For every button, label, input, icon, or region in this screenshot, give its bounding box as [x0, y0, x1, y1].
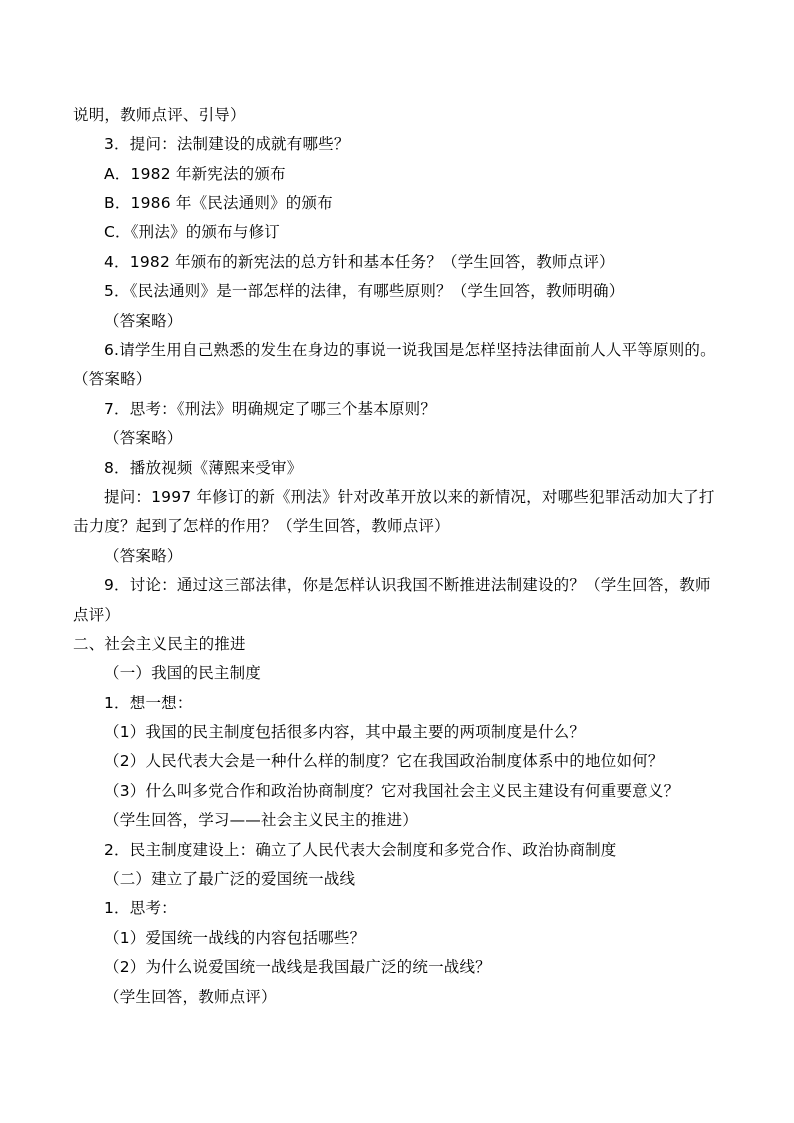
text-line: （3）什么叫多党合作和政治协商制度？它对我国社会主义民主建设有何重要意义？: [104, 782, 680, 800]
text-line: B．1986 年《民法通则》的颁布: [104, 194, 333, 212]
section-heading: 二、社会主义民主的推进: [73, 635, 246, 653]
text-line: （学生回答，学习——社会主义民主的推进）: [104, 811, 419, 829]
text-line: （1）爱国统一战线的内容包括哪些？: [104, 929, 366, 947]
text-line: 1．思考：: [104, 899, 177, 917]
text-line: （答案略）: [104, 429, 183, 447]
text-line: 说明，教师点评、引导）: [73, 106, 246, 124]
text-line: 1．想一想：: [104, 694, 193, 712]
text-line: 9．讨论：通过这三部法律，你是怎样认识我国不断推进法制建设的？（学生回答，教师: [104, 576, 711, 594]
text-line: 4．1982 年颁布的新宪法的总方针和基本任务？（学生回答，教师点评）: [104, 253, 615, 271]
text-line: 2．民主制度建设上：确立了人民代表大会制度和多党合作、政治协商制度: [104, 841, 617, 859]
text-line: 7．思考：《刑法》明确规定了哪三个基本原则？: [104, 400, 437, 418]
text-line: （2）人民代表大会是一种什么样的制度？它在我国政治制度体系中的地位如何？: [104, 752, 664, 770]
text-line: 6.请学生用自己熟悉的发生在身边的事说一说我国是怎样坚持法律面前人人平等原则的。: [104, 341, 716, 359]
text-line: C．《刑法》的颁布与修订: [104, 223, 280, 241]
subsection-heading: （二）建立了最广泛的爱国统一战线: [104, 870, 356, 888]
text-line: 提问：1997 年修订的新《刑法》针对改革开放以来的新情况，对哪些犯罪活动加大了打: [104, 488, 715, 506]
text-line: 击力度？起到了怎样的作用？（学生回答，教师点评）: [73, 517, 450, 535]
text-line: （答案略）: [104, 312, 183, 330]
text-line: 点评）: [73, 606, 121, 624]
text-line: （2）为什么说爱国统一战线是我国最广泛的统一战线？: [104, 958, 491, 976]
text-line: （答案略）: [104, 547, 183, 565]
text-line: A．1982 年新宪法的颁布: [104, 165, 286, 183]
text-line: 8．播放视频《薄熙来受审》: [104, 459, 303, 477]
subsection-heading: （一）我国的民主制度: [104, 664, 262, 682]
text-line: （学生回答，教师点评）: [104, 988, 277, 1006]
text-line: 5．《民法通则》是一部怎样的法律，有哪些原则？（学生回答，教师明确）: [104, 282, 625, 300]
text-line: 3．提问：法制建设的成就有哪些？: [104, 135, 350, 153]
text-line: （答案略）: [73, 370, 152, 388]
text-line: （1）我国的民主制度包括很多内容，其中最主要的两项制度是什么？: [104, 723, 586, 741]
